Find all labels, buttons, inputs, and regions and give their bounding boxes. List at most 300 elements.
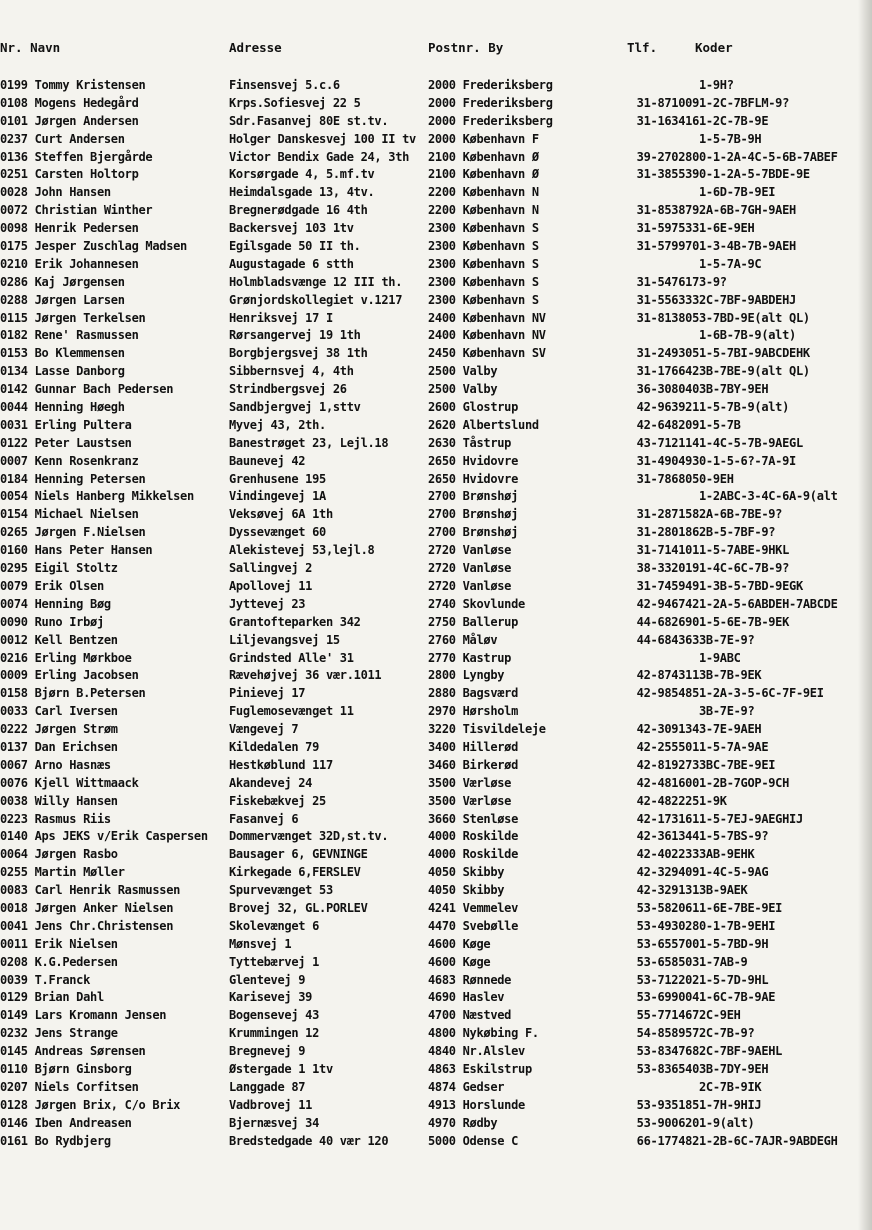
table-row bbox=[0, 793, 860, 811]
member-nr-navn: 0182 Rene' Rasmussen bbox=[0, 328, 139, 343]
member-nr-navn: 0028 John Hansen bbox=[0, 185, 111, 200]
member-koder: 2A-6B-7GH-9AEH bbox=[699, 203, 796, 218]
member-adresse: Victor Bendix Gade 24, 3th bbox=[229, 149, 410, 164]
member-tlf: 31-813805 bbox=[636, 310, 699, 325]
member-postnr-by: 3220 Tisvildeleje bbox=[428, 722, 546, 737]
member-postnr-by: 2740 Skovlunde bbox=[428, 596, 525, 611]
member-adresse: Pinievej 17 bbox=[229, 686, 306, 701]
member-koder: 1-5-7ABE-9HKL bbox=[699, 543, 790, 558]
table-row bbox=[0, 1133, 860, 1151]
member-adresse: Alekistevej 53,lejl.8 bbox=[229, 543, 375, 558]
member-adresse: Grindsted Alle' 31 bbox=[229, 650, 354, 665]
member-koder: 3B-7BY-9EH bbox=[699, 382, 769, 397]
table-row bbox=[0, 202, 860, 220]
member-postnr-by: 4913 Horslunde bbox=[428, 1097, 525, 1112]
member-postnr-by: 2000 Frederiksberg bbox=[428, 78, 553, 92]
member-postnr-by: 2720 Vanløse bbox=[428, 561, 512, 576]
member-adresse: Jyttevej 23 bbox=[229, 596, 306, 611]
member-koder: 1-5-7BS-9? bbox=[699, 829, 769, 844]
table-row bbox=[0, 310, 860, 328]
member-koder: 3-9? bbox=[699, 274, 727, 289]
member-adresse: Egilsgade 50 II th. bbox=[229, 239, 361, 254]
member-tlf: 42-309134 bbox=[636, 722, 699, 737]
table-row bbox=[0, 77, 860, 95]
table-row bbox=[0, 972, 860, 990]
member-postnr-by: 2500 Valby bbox=[428, 382, 498, 397]
member-adresse: Vindingevej 1A bbox=[229, 489, 326, 504]
member-postnr-by: 3460 Birkerød bbox=[428, 757, 519, 772]
member-koder: 2C-7BF-9ABDEHJ bbox=[699, 292, 796, 307]
member-tlf: 42-361344 bbox=[636, 829, 699, 844]
member-nr-navn: 0153 Bo Klemmensen bbox=[0, 346, 125, 361]
member-adresse: Fuglemosevænget 11 bbox=[229, 704, 354, 719]
member-koder: 1-6E-9EH bbox=[699, 221, 755, 236]
table-row bbox=[0, 381, 860, 399]
table-row bbox=[0, 1079, 860, 1097]
member-nr-navn: 0090 Runo Irbøj bbox=[0, 614, 104, 629]
member-adresse: Krps.Sofiesvej 22 5 bbox=[229, 95, 361, 110]
member-nr-navn: 0009 Erling Jacobsen bbox=[0, 668, 139, 683]
member-koder: 1-5-7EJ-9AEGHIJ bbox=[699, 811, 803, 826]
member-tlf: 31-745949 bbox=[636, 578, 699, 593]
member-postnr-by: 2200 København N bbox=[428, 185, 539, 200]
member-nr-navn: 0207 Niels Corfitsen bbox=[0, 1079, 139, 1094]
table-row bbox=[0, 757, 860, 775]
member-koder: 0-9EH bbox=[699, 471, 734, 486]
member-koder: 1-9H? bbox=[699, 78, 734, 92]
member-postnr-by: 4050 Skibby bbox=[428, 883, 505, 898]
member-adresse: Glentevej 9 bbox=[229, 972, 306, 987]
header-nr-navn: Nr. Navn bbox=[0, 40, 61, 55]
member-koder: 2C-9EH bbox=[699, 1008, 741, 1023]
member-postnr-by: 2100 København Ø bbox=[428, 149, 539, 164]
member-tlf: 31-249305 bbox=[636, 346, 699, 361]
member-nr-navn: 0137 Dan Erichsen bbox=[0, 739, 118, 754]
member-koder: 1-3B-5-7BD-9EGK bbox=[699, 578, 803, 593]
member-postnr-by: 2770 Kastrup bbox=[428, 650, 512, 665]
table-row bbox=[0, 596, 860, 614]
member-postnr-by: 4690 Haslev bbox=[428, 990, 505, 1005]
member-nr-navn: 0083 Carl Henrik Rasmussen bbox=[0, 883, 181, 898]
member-tlf: 31-280186 bbox=[636, 525, 699, 540]
member-postnr-by: 2700 Brønshøj bbox=[428, 507, 519, 522]
table-row bbox=[0, 453, 860, 471]
header-tlf: Tlf. bbox=[627, 40, 658, 55]
member-tlf: 31-597533 bbox=[636, 221, 699, 236]
member-adresse: Finsensvej 5.c.6 bbox=[229, 78, 340, 92]
member-adresse: Sdr.Fasanvej 80E st.tv. bbox=[229, 113, 389, 128]
member-tlf: 53-935185 bbox=[636, 1097, 699, 1112]
member-tlf: 31-871009 bbox=[636, 95, 699, 110]
member-nr-navn: 0108 Mogens Hedegård bbox=[0, 95, 139, 110]
member-postnr-by: 2000 Frederiksberg bbox=[428, 113, 553, 128]
member-nr-navn: 0044 Henning Høegh bbox=[0, 400, 125, 415]
member-postnr-by: 2300 København S bbox=[428, 221, 539, 236]
member-tlf: 31-853879 bbox=[636, 203, 699, 218]
member-tlf: 53-699004 bbox=[636, 990, 699, 1005]
member-postnr-by: 4241 Vemmelev bbox=[428, 900, 519, 915]
member-postnr-by: 2400 København NV bbox=[428, 328, 546, 343]
member-koder: 1-2A-5-6ABDEH-7ABCDE bbox=[699, 596, 838, 611]
page-edge-shadow bbox=[858, 0, 872, 1230]
table-row bbox=[0, 882, 860, 900]
member-postnr-by: 2880 Bagsværd bbox=[428, 686, 519, 701]
member-adresse: Heimdalsgade 13, 4tv. bbox=[229, 185, 375, 200]
member-tlf: 36-308040 bbox=[636, 382, 699, 397]
table-row bbox=[0, 238, 860, 256]
member-nr-navn: 0160 Hans Peter Hansen bbox=[0, 543, 153, 558]
member-postnr-by: 4840 Nr.Alslev bbox=[428, 1044, 525, 1059]
member-adresse: Banestrøget 23, Lejl.18 bbox=[229, 435, 389, 450]
table-row bbox=[0, 954, 860, 972]
member-tlf: 55-771467 bbox=[636, 1008, 699, 1023]
member-tlf: 31-579970 bbox=[636, 239, 699, 254]
member-nr-navn: 0295 Eigil Stoltz bbox=[0, 561, 118, 576]
table-row bbox=[0, 345, 860, 363]
table-row bbox=[0, 828, 860, 846]
member-koder: 1-3-4B-7B-9AEH bbox=[699, 239, 796, 254]
member-koder: 1-5-7B-9H bbox=[699, 131, 762, 146]
table-row bbox=[0, 417, 860, 435]
member-tlf: 53-582061 bbox=[636, 900, 699, 915]
member-nr-navn: 0158 Bjørn B.Petersen bbox=[0, 686, 146, 701]
member-tlf: 44-684363 bbox=[636, 632, 699, 647]
member-adresse: Kirkegade 6,FERSLEV bbox=[229, 865, 361, 880]
member-tlf: 42-963921 bbox=[636, 400, 699, 415]
member-postnr-by: 2100 København Ø bbox=[428, 167, 539, 182]
member-koder: 1-2ABC-3-4C-6A-9(alt bbox=[699, 489, 838, 504]
member-koder: 1-5-7BD-9H bbox=[699, 936, 769, 951]
member-koder: 1-2C-7B-9E bbox=[699, 113, 769, 128]
member-nr-navn: 0054 Niels Hanberg Mikkelsen bbox=[0, 489, 194, 504]
table-row bbox=[0, 506, 860, 524]
member-adresse: Henriksvej 17 I bbox=[229, 310, 333, 325]
table-row bbox=[0, 918, 860, 936]
table-row bbox=[0, 1097, 860, 1115]
member-adresse: Korsørgade 4, 5.mf.tv bbox=[229, 167, 375, 182]
table-row bbox=[0, 399, 860, 417]
member-koder: 3-7E-9AEH bbox=[699, 722, 762, 737]
member-tlf: 38-332019 bbox=[636, 561, 699, 576]
member-adresse: Veksøvej 6A 1th bbox=[229, 507, 333, 522]
table-row bbox=[0, 739, 860, 757]
member-adresse: Krummingen 12 bbox=[229, 1026, 320, 1041]
member-tlf: 31-287158 bbox=[636, 507, 699, 522]
member-nr-navn: 0136 Steffen Bjergårde bbox=[0, 149, 153, 164]
member-adresse: Sandbjergvej 1,sttv bbox=[229, 400, 361, 415]
member-nr-navn: 0161 Bo Rydbjerg bbox=[0, 1133, 111, 1148]
member-koder: 2C-7BF-9AEHL bbox=[699, 1044, 783, 1059]
member-nr-navn: 0286 Kaj Jørgensen bbox=[0, 274, 125, 289]
table-row bbox=[0, 274, 860, 292]
member-postnr-by: 4683 Rønnede bbox=[428, 972, 512, 987]
member-koder: 3-7BD-9E(alt QL) bbox=[699, 310, 810, 325]
table-row bbox=[0, 292, 860, 310]
member-koder: 1-5-6E-7B-9EK bbox=[699, 614, 790, 629]
member-postnr-by: 4800 Nykøbing F. bbox=[428, 1026, 539, 1041]
table-row bbox=[0, 632, 860, 650]
member-nr-navn: 0129 Brian Dahl bbox=[0, 990, 104, 1005]
member-adresse: Skolevænget 6 bbox=[229, 918, 320, 933]
member-koder: 2C-7B-9? bbox=[699, 1026, 755, 1041]
member-adresse: Vængevej 7 bbox=[229, 722, 299, 737]
member-tlf: 44-682690 bbox=[636, 614, 699, 629]
member-koder: 1-6E-7BE-9EI bbox=[699, 900, 783, 915]
member-adresse: Brovej 32, GL.PORLEV bbox=[229, 900, 368, 915]
member-postnr-by: 4600 Køge bbox=[428, 936, 491, 951]
member-nr-navn: 0184 Henning Petersen bbox=[0, 471, 146, 486]
member-nr-navn: 0210 Erik Johannesen bbox=[0, 256, 139, 271]
member-postnr-by: 2200 København N bbox=[428, 203, 539, 218]
member-adresse: Hestkøblund 117 bbox=[229, 757, 333, 772]
member-nr-navn: 0154 Michael Nielsen bbox=[0, 507, 139, 522]
member-tlf: 31-163416 bbox=[636, 113, 699, 128]
member-adresse: Fiskebækvej 25 bbox=[229, 793, 326, 808]
table-row bbox=[0, 327, 860, 345]
member-nr-navn: 0031 Erling Pultera bbox=[0, 417, 132, 432]
member-adresse: Liljevangsvej 15 bbox=[229, 632, 340, 647]
member-nr-navn: 0288 Jørgen Larsen bbox=[0, 292, 125, 307]
member-koder: 3BC-7BE-9EI bbox=[699, 757, 776, 772]
member-koder: 3B-7BE-9(alt QL) bbox=[699, 364, 810, 379]
header-postnr-by: Postnr. By bbox=[428, 40, 504, 55]
member-adresse: Bjernæsvej 34 bbox=[229, 1115, 320, 1130]
member-postnr-by: 3500 Værløse bbox=[428, 793, 512, 808]
member-koder: 1-4C-5-9AG bbox=[699, 865, 769, 880]
member-adresse: Akandevej 24 bbox=[229, 775, 313, 790]
member-postnr-by: 2650 Hvidovre bbox=[428, 471, 519, 486]
member-koder: 3B-7B-9EK bbox=[699, 668, 762, 683]
member-adresse: Bregnerødgade 16 4th bbox=[229, 203, 368, 218]
member-tlf: 42-985485 bbox=[636, 686, 699, 701]
member-nr-navn: 0145 Andreas Sørensen bbox=[0, 1044, 146, 1059]
member-tlf: 53-900620 bbox=[636, 1115, 699, 1130]
table-row bbox=[0, 614, 860, 632]
member-nr-navn: 0222 Jørgen Strøm bbox=[0, 722, 118, 737]
member-koder: 1-9ABC bbox=[699, 650, 741, 665]
table-row bbox=[0, 220, 860, 238]
member-koder: 1-5-7A-9C bbox=[699, 256, 762, 271]
member-adresse: Backersvej 103 1tv bbox=[229, 221, 354, 236]
member-koder: 1-5-7BI-9ABCDEHK bbox=[699, 346, 810, 361]
member-nr-navn: 0265 Jørgen F.Nielsen bbox=[0, 525, 146, 540]
member-postnr-by: 2500 Valby bbox=[428, 364, 498, 379]
table-row bbox=[0, 811, 860, 829]
member-nr-navn: 0079 Erik Olsen bbox=[0, 578, 104, 593]
table-row bbox=[0, 542, 860, 560]
table-row bbox=[0, 184, 860, 202]
table-row bbox=[0, 721, 860, 739]
member-nr-navn: 0134 Lasse Danborg bbox=[0, 364, 125, 379]
member-koder: 0-1-7B-9EHI bbox=[699, 918, 776, 933]
member-koder: 1-4C-6C-7B-9? bbox=[699, 561, 790, 576]
member-adresse: Vadbrovej 11 bbox=[229, 1097, 313, 1112]
member-adresse: Baunevej 42 bbox=[229, 453, 306, 468]
member-nr-navn: 0038 Willy Hansen bbox=[0, 793, 118, 808]
member-postnr-by: 2000 Frederiksberg bbox=[428, 95, 553, 110]
member-adresse: Bausager 6, GEVNINGE bbox=[229, 847, 368, 862]
table-row bbox=[0, 435, 860, 453]
member-adresse: Apollovej 11 bbox=[229, 578, 313, 593]
member-nr-navn: 0101 Jørgen Andersen bbox=[0, 113, 139, 128]
member-nr-navn: 0208 K.G.Pedersen bbox=[0, 954, 118, 969]
table-row bbox=[0, 471, 860, 489]
member-adresse: Tyttebærvej 1 bbox=[229, 954, 320, 969]
member-tlf: 53-836540 bbox=[636, 1061, 699, 1076]
member-koder: 1-4C-5-7B-9AEGL bbox=[699, 435, 803, 450]
table-row bbox=[0, 256, 860, 274]
member-tlf: 31-385539 bbox=[636, 167, 699, 182]
table-row bbox=[0, 864, 860, 882]
member-adresse: Myvej 43, 2th. bbox=[229, 417, 326, 432]
table-row bbox=[0, 149, 860, 167]
member-postnr-by: 4874 Gedser bbox=[428, 1079, 505, 1094]
member-adresse: Holmbladsvænge 12 III th. bbox=[229, 274, 403, 289]
table-row bbox=[0, 1025, 860, 1043]
member-adresse: Augustagade 6 stth bbox=[229, 256, 354, 271]
member-nr-navn: 0072 Christian Winther bbox=[0, 203, 153, 218]
member-postnr-by: 2300 København S bbox=[428, 292, 539, 307]
member-tlf: 53-655700 bbox=[636, 936, 699, 951]
member-adresse: Borgbjergsvej 38 1th bbox=[229, 346, 368, 361]
member-postnr-by: 4050 Skibby bbox=[428, 865, 505, 880]
member-adresse: Grenhusene 195 bbox=[229, 471, 326, 486]
member-postnr-by: 2450 København SV bbox=[428, 346, 546, 361]
member-koder: 1-7AB-9 bbox=[699, 954, 748, 969]
member-koder: 2A-6B-7BE-9? bbox=[699, 507, 783, 522]
member-postnr-by: 3660 Stenløse bbox=[428, 811, 519, 826]
member-nr-navn: 0140 Aps JEKS v/Erik Caspersen bbox=[0, 829, 208, 844]
member-adresse: Grantofteparken 342 bbox=[229, 614, 361, 629]
member-tlf: 42-329409 bbox=[636, 865, 699, 880]
table-row bbox=[0, 685, 860, 703]
member-nr-navn: 0074 Henning Bøg bbox=[0, 596, 111, 611]
member-nr-navn: 0142 Gunnar Bach Pedersen bbox=[0, 382, 174, 397]
member-postnr-by: 2300 København S bbox=[428, 256, 539, 271]
member-postnr-by: 4700 Næstved bbox=[428, 1008, 512, 1023]
member-postnr-by: 2650 Hvidovre bbox=[428, 453, 519, 468]
member-tlf: 31-786805 bbox=[636, 471, 699, 486]
member-tlf: 42-874311 bbox=[636, 668, 699, 683]
table-row bbox=[0, 166, 860, 184]
member-postnr-by: 5000 Odense C bbox=[428, 1133, 519, 1148]
header-adresse: Adresse bbox=[229, 40, 282, 55]
member-nr-navn: 0237 Curt Andersen bbox=[0, 131, 125, 146]
member-koder: 1-2C-7BFLM-9? bbox=[699, 95, 790, 110]
table-row bbox=[0, 95, 860, 113]
table-row bbox=[0, 936, 860, 954]
member-postnr-by: 2970 Hørsholm bbox=[428, 704, 519, 719]
member-koder: 0-1-2A-4C-5-6B-7ABEF bbox=[699, 149, 838, 164]
member-adresse: Spurvevænget 53 bbox=[229, 883, 333, 898]
member-nr-navn: 0110 Bjørn Ginsborg bbox=[0, 1061, 132, 1076]
member-nr-navn: 0115 Jørgen Terkelsen bbox=[0, 310, 146, 325]
member-koder: 1-2B-7GOP-9CH bbox=[699, 775, 790, 790]
member-nr-navn: 0018 Jørgen Anker Nielsen bbox=[0, 900, 174, 915]
member-tlf: 53-493028 bbox=[636, 918, 699, 933]
member-koder: 3B-7DY-9EH bbox=[699, 1061, 769, 1076]
member-koder: 2B-5-7BF-9? bbox=[699, 525, 776, 540]
member-koder: 1-6B-7B-9(alt) bbox=[699, 328, 796, 343]
member-nr-navn: 0098 Henrik Pedersen bbox=[0, 221, 139, 236]
member-tlf: 43-712114 bbox=[636, 435, 699, 450]
member-tlf: 31-714101 bbox=[636, 543, 699, 558]
member-postnr-by: 2400 København NV bbox=[428, 310, 546, 325]
member-adresse: Dommervænget 32D,st.tv. bbox=[229, 829, 389, 844]
member-postnr-by: 4470 Svebølle bbox=[428, 918, 519, 933]
table-row bbox=[0, 1043, 860, 1061]
table-row bbox=[0, 560, 860, 578]
member-postnr-by: 2300 København S bbox=[428, 274, 539, 289]
member-koder: 1-2A-3-5-6C-7F-9EI bbox=[699, 686, 824, 701]
table-row bbox=[0, 900, 860, 918]
member-tlf: 39-270280 bbox=[636, 149, 699, 164]
member-tlf: 31-556333 bbox=[636, 292, 699, 307]
table-row bbox=[0, 775, 860, 793]
member-tlf: 31-490493 bbox=[636, 453, 699, 468]
member-nr-navn: 0076 Kjell Wittmaack bbox=[0, 775, 139, 790]
member-nr-navn: 0255 Martin Møller bbox=[0, 865, 125, 880]
member-tlf: 66-177482 bbox=[636, 1133, 699, 1148]
member-tlf: 42-946742 bbox=[636, 596, 699, 611]
table-row bbox=[0, 363, 860, 381]
member-tlf: 42-329131 bbox=[636, 883, 699, 898]
member-adresse: Dyssevænget 60 bbox=[229, 525, 326, 540]
member-nr-navn: 0011 Erik Nielsen bbox=[0, 936, 118, 951]
table-row bbox=[0, 703, 860, 721]
member-nr-navn: 0149 Lars Kromann Jensen bbox=[0, 1008, 167, 1023]
member-tlf: 54-858957 bbox=[636, 1026, 699, 1041]
table-row bbox=[0, 113, 860, 131]
member-koder: 1-7H-9HIJ bbox=[699, 1097, 762, 1112]
member-postnr-by: 4863 Eskilstrup bbox=[428, 1061, 532, 1076]
member-adresse: Bregnevej 9 bbox=[229, 1044, 306, 1059]
member-postnr-by: 2720 Vanløse bbox=[428, 578, 512, 593]
member-postnr-by: 2600 Glostrup bbox=[428, 400, 519, 415]
member-koder: 1-2B-6C-7AJR-9ABDEGH bbox=[699, 1133, 838, 1148]
member-nr-navn: 0146 Iben Andreasen bbox=[0, 1115, 132, 1130]
table-row bbox=[0, 488, 860, 506]
member-koder: 3B-9AEK bbox=[699, 883, 748, 898]
table-row bbox=[0, 131, 860, 149]
member-koder: 1-5-7B-9(alt) bbox=[699, 400, 790, 415]
member-koder: 3B-7E-9? bbox=[699, 632, 755, 647]
table-row bbox=[0, 524, 860, 542]
member-tlf: 42-482225 bbox=[636, 793, 699, 808]
member-adresse: Kildedalen 79 bbox=[229, 739, 320, 754]
member-nr-navn: 0216 Erling Mørkboe bbox=[0, 650, 132, 665]
member-tlf: 42-255501 bbox=[636, 739, 699, 754]
member-nr-navn: 0122 Peter Laustsen bbox=[0, 435, 132, 450]
member-adresse: Karisevej 39 bbox=[229, 990, 313, 1005]
column-header-row bbox=[0, 40, 860, 62]
member-koder: 1-9K bbox=[699, 793, 727, 808]
header-koder: Koder bbox=[695, 40, 733, 55]
member-koder: 1-9(alt) bbox=[699, 1115, 755, 1130]
member-nr-navn: 0128 Jørgen Brix, C/o Brix bbox=[0, 1097, 181, 1112]
member-koder: 1-6C-7B-9AE bbox=[699, 990, 776, 1005]
member-tlf: 53-712202 bbox=[636, 972, 699, 987]
member-nr-navn: 0199 Tommy Kristensen bbox=[0, 78, 146, 92]
member-nr-navn: 0067 Arno Hasnæs bbox=[0, 757, 111, 772]
member-adresse: Fasanvej 6 bbox=[229, 811, 299, 826]
member-postnr-by: 2300 København S bbox=[428, 239, 539, 254]
member-adresse: Strindbergsvej 26 bbox=[229, 382, 347, 397]
member-postnr-by: 2700 Brønshøj bbox=[428, 489, 519, 504]
member-postnr-by: 2800 Lyngby bbox=[428, 668, 505, 683]
member-nr-navn: 0223 Rasmus Riis bbox=[0, 811, 111, 826]
member-postnr-by: 3400 Hillerød bbox=[428, 739, 519, 754]
